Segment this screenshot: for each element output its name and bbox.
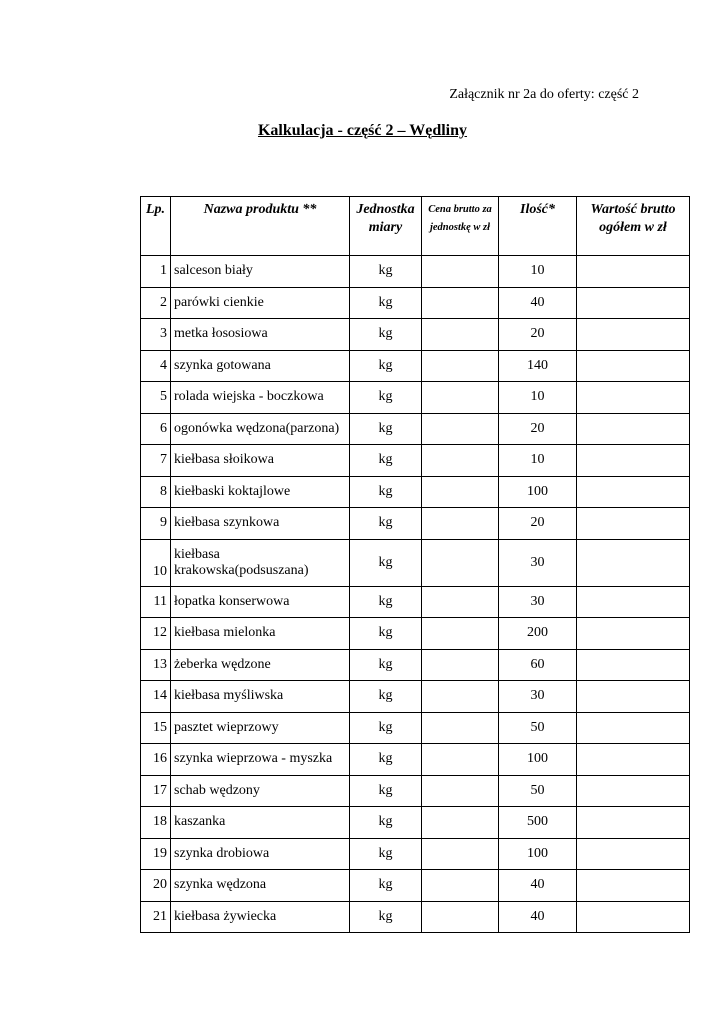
row-price-empty: [422, 586, 499, 618]
row-unit: kg: [350, 901, 422, 933]
row-product-name: kiełbasa szynkowa: [171, 508, 350, 540]
row-unit: kg: [350, 775, 422, 807]
table-header-row: [141, 197, 690, 256]
row-quantity: 10: [499, 256, 577, 288]
row-value-empty: [577, 870, 690, 902]
row-quantity: 40: [499, 287, 577, 319]
annex-label: Załącznik nr 2a do oferty: część 2: [449, 87, 639, 102]
row-value-empty: [577, 382, 690, 414]
table-row: [141, 775, 690, 807]
row-price-empty: [422, 775, 499, 807]
row-unit: kg: [350, 744, 422, 776]
row-price-empty: [422, 350, 499, 382]
row-price-empty: [422, 681, 499, 713]
row-unit: kg: [350, 681, 422, 713]
page-title: Kalkulacja - część 2 – Wędliny: [257, 122, 468, 139]
row-quantity: 10: [499, 445, 577, 477]
row-price-empty: [422, 838, 499, 870]
row-quantity: 140: [499, 350, 577, 382]
row-product-name: pasztet wieprzowy: [171, 712, 350, 744]
header-price: Cena brutto za jednostkę w zł: [422, 197, 499, 256]
row-lp: 4: [141, 350, 171, 382]
row-product-name: szynka gotowana: [171, 350, 350, 382]
table-row: [141, 586, 690, 618]
row-product-name: parówki cienkie: [171, 287, 350, 319]
row-unit: kg: [350, 287, 422, 319]
row-quantity: 40: [499, 901, 577, 933]
row-value-empty: [577, 681, 690, 713]
row-product-name: żeberka wędzone: [171, 649, 350, 681]
row-quantity: 100: [499, 838, 577, 870]
row-unit: kg: [350, 256, 422, 288]
row-unit: kg: [350, 508, 422, 540]
row-quantity: 30: [499, 539, 577, 586]
row-lp: 21: [141, 901, 171, 933]
row-value-empty: [577, 445, 690, 477]
row-unit: kg: [350, 319, 422, 351]
table-row: [141, 413, 690, 445]
table-row: [141, 539, 690, 586]
row-product-name: łopatka konserwowa: [171, 586, 350, 618]
row-quantity: 20: [499, 413, 577, 445]
row-product-name: kaszanka: [171, 807, 350, 839]
row-price-empty: [422, 744, 499, 776]
row-quantity: 200: [499, 618, 577, 650]
row-quantity: 30: [499, 586, 577, 618]
row-value-empty: [577, 775, 690, 807]
header-name: Nazwa produktu **: [171, 197, 350, 256]
row-value-empty: [577, 901, 690, 933]
row-quantity: 40: [499, 870, 577, 902]
row-lp: 5: [141, 382, 171, 414]
row-lp: 7: [141, 445, 171, 477]
row-quantity: 50: [499, 775, 577, 807]
table-row: [141, 476, 690, 508]
row-quantity: 60: [499, 649, 577, 681]
table-row: [141, 649, 690, 681]
table-row: [141, 287, 690, 319]
row-lp: 6: [141, 413, 171, 445]
row-value-empty: [577, 586, 690, 618]
table-row: [141, 319, 690, 351]
row-lp: 10: [141, 539, 171, 586]
row-price-empty: [422, 508, 499, 540]
row-unit: kg: [350, 870, 422, 902]
row-unit: kg: [350, 382, 422, 414]
table-row: [141, 350, 690, 382]
row-lp: 11: [141, 586, 171, 618]
table-row: [141, 901, 690, 933]
header-qty: Ilość*: [499, 197, 577, 256]
row-value-empty: [577, 649, 690, 681]
row-price-empty: [422, 319, 499, 351]
row-price-empty: [422, 287, 499, 319]
row-product-name: rolada wiejska - boczkowa: [171, 382, 350, 414]
row-lp: 3: [141, 319, 171, 351]
row-product-name: ogonówka wędzona(parzona): [171, 413, 350, 445]
row-price-empty: [422, 382, 499, 414]
row-unit: kg: [350, 476, 422, 508]
row-product-name: metka łososiowa: [171, 319, 350, 351]
row-lp: 1: [141, 256, 171, 288]
row-value-empty: [577, 287, 690, 319]
row-product-name: szynka drobiowa: [171, 838, 350, 870]
row-quantity: 100: [499, 744, 577, 776]
row-product-name: kiełbasa żywiecka: [171, 901, 350, 933]
row-value-empty: [577, 256, 690, 288]
row-product-name: kiełbasa krakowska(podsuszana): [171, 539, 350, 586]
row-price-empty: [422, 870, 499, 902]
row-product-name: kiełbaski koktajlowe: [171, 476, 350, 508]
row-unit: kg: [350, 838, 422, 870]
row-lp: 9: [141, 508, 171, 540]
row-price-empty: [422, 476, 499, 508]
row-quantity: 30: [499, 681, 577, 713]
table-row: [141, 838, 690, 870]
calculation-table: [140, 196, 690, 933]
header-lp: Lp.: [141, 197, 171, 256]
row-price-empty: [422, 413, 499, 445]
row-value-empty: [577, 618, 690, 650]
header-unit: Jednostka miary: [350, 197, 422, 256]
table-row: [141, 618, 690, 650]
row-unit: kg: [350, 413, 422, 445]
row-product-name: schab wędzony: [171, 775, 350, 807]
row-price-empty: [422, 256, 499, 288]
row-unit: kg: [350, 712, 422, 744]
row-price-empty: [422, 445, 499, 477]
row-quantity: 100: [499, 476, 577, 508]
row-price-empty: [422, 807, 499, 839]
row-price-empty: [422, 712, 499, 744]
row-product-name: szynka wieprzowa - myszka: [171, 744, 350, 776]
row-value-empty: [577, 319, 690, 351]
row-lp: 17: [141, 775, 171, 807]
row-value-empty: [577, 807, 690, 839]
row-value-empty: [577, 476, 690, 508]
row-quantity: 50: [499, 712, 577, 744]
row-value-empty: [577, 508, 690, 540]
table-row: [141, 744, 690, 776]
table-row: [141, 807, 690, 839]
row-lp: 20: [141, 870, 171, 902]
row-price-empty: [422, 539, 499, 586]
table-row: [141, 445, 690, 477]
row-price-empty: [422, 618, 499, 650]
row-lp: 14: [141, 681, 171, 713]
table-row: [141, 508, 690, 540]
row-lp: 18: [141, 807, 171, 839]
row-lp: 12: [141, 618, 171, 650]
row-value-empty: [577, 744, 690, 776]
row-unit: kg: [350, 539, 422, 586]
row-quantity: 20: [499, 508, 577, 540]
row-product-name: szynka wędzona: [171, 870, 350, 902]
row-quantity: 10: [499, 382, 577, 414]
row-quantity: 20: [499, 319, 577, 351]
row-unit: kg: [350, 618, 422, 650]
row-lp: 8: [141, 476, 171, 508]
row-lp: 16: [141, 744, 171, 776]
row-value-empty: [577, 413, 690, 445]
table-row: [141, 712, 690, 744]
header-value: Wartość brutto ogółem w zł: [577, 197, 690, 256]
row-unit: kg: [350, 350, 422, 382]
row-unit: kg: [350, 649, 422, 681]
table-row: [141, 256, 690, 288]
row-lp: 13: [141, 649, 171, 681]
row-product-name: salceson biały: [171, 256, 350, 288]
row-price-empty: [422, 649, 499, 681]
row-value-empty: [577, 838, 690, 870]
row-unit: kg: [350, 445, 422, 477]
row-value-empty: [577, 712, 690, 744]
row-quantity: 500: [499, 807, 577, 839]
table-row: [141, 870, 690, 902]
row-product-name: kiełbasa myśliwska: [171, 681, 350, 713]
row-lp: 15: [141, 712, 171, 744]
row-value-empty: [577, 539, 690, 586]
table-row: [141, 382, 690, 414]
row-value-empty: [577, 350, 690, 382]
row-lp: 19: [141, 838, 171, 870]
row-unit: kg: [350, 586, 422, 618]
row-unit: kg: [350, 807, 422, 839]
row-product-name: kiełbasa mielonka: [171, 618, 350, 650]
table-row: [141, 681, 690, 713]
row-product-name: kiełbasa słoikowa: [171, 445, 350, 477]
row-lp: 2: [141, 287, 171, 319]
row-price-empty: [422, 901, 499, 933]
